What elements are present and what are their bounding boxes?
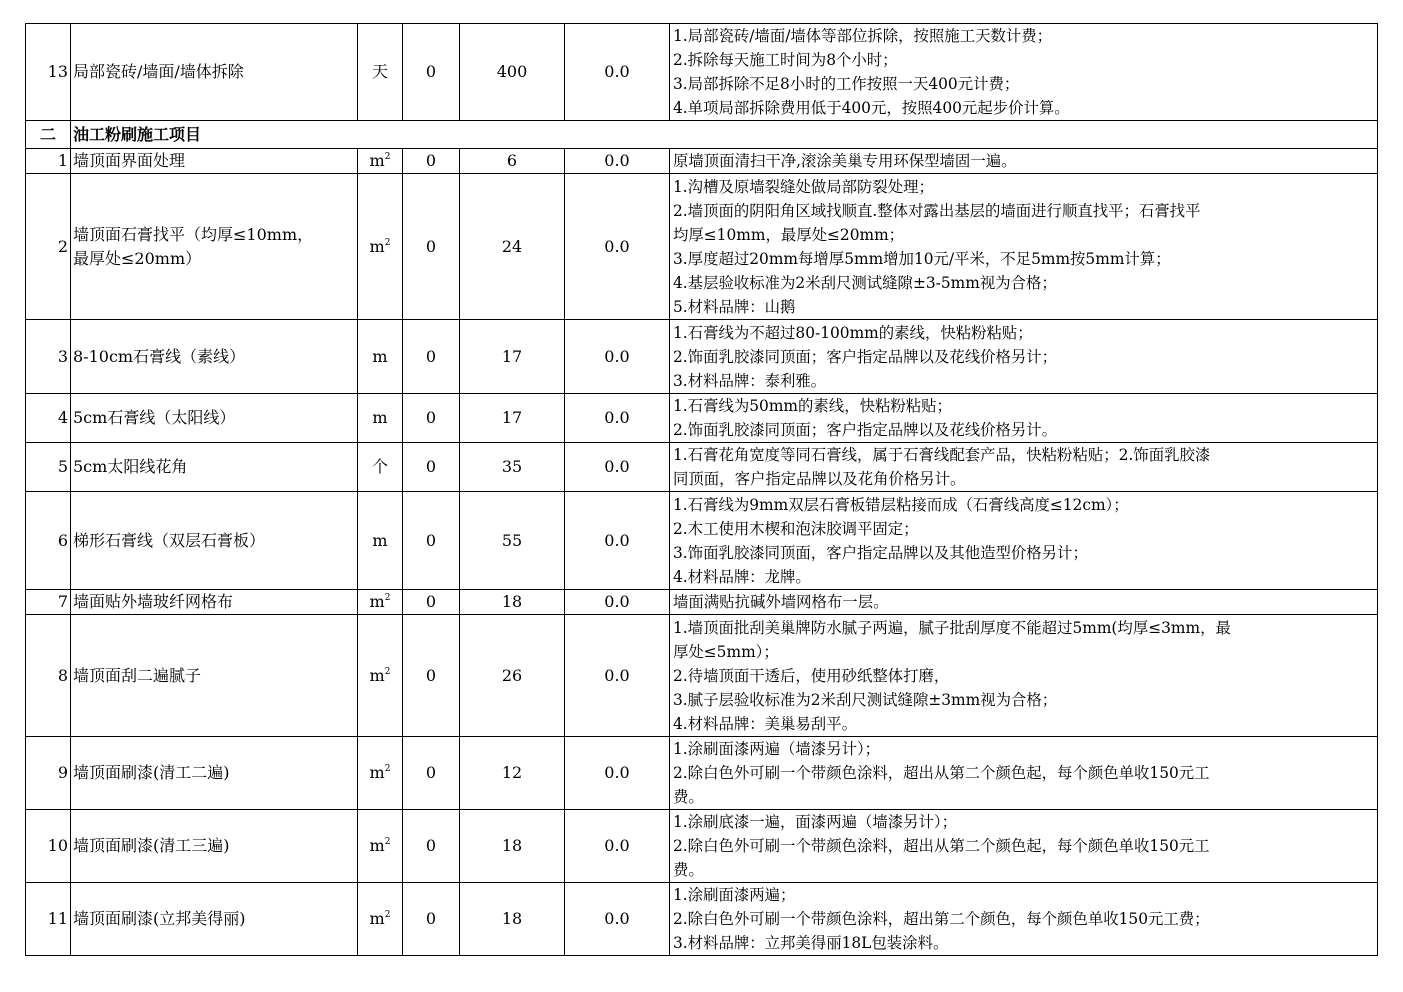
item-name	[71, 149, 358, 174]
description-line: 均厚≤10mm，最厚处≤20mm；	[673, 225, 905, 244]
item-quantity: 0	[403, 492, 460, 590]
item-number: 2	[26, 174, 71, 320]
section-title: 油工粉刷施工项目	[71, 121, 1378, 149]
unit-text: 天	[371, 62, 388, 81]
item-unit	[358, 737, 403, 810]
item-description	[670, 492, 1378, 590]
item-name-line: 局部瓷砖/墙面/墙体拆除	[73, 62, 244, 81]
item-number: 7	[26, 590, 71, 615]
unit-text: m	[372, 530, 388, 550]
item-total: 0.0	[565, 492, 670, 590]
item-quantity: 0	[403, 394, 460, 443]
description-line: 1.墙顶面批刮美巢牌防水腻子两遍，腻子批刮厚度不能超过5mm(均厚≤3mm，最	[673, 618, 1231, 637]
item-total: 0.0	[565, 615, 670, 737]
item-name-line: 墙顶面刷漆(清工三遍)	[73, 836, 230, 855]
description-line: 3.腻子层验收标准为2米刮尺测试缝隙±3mm视为合格；	[673, 690, 1058, 709]
item-name	[71, 320, 358, 394]
item-name	[71, 590, 358, 615]
item-number: 6	[26, 492, 71, 590]
unit-superscript: 2	[384, 764, 391, 774]
unit-superscript: 2	[384, 910, 391, 920]
item-name	[71, 883, 358, 956]
item-name	[71, 443, 358, 492]
item-unit-price: 55	[460, 492, 565, 590]
table-row	[26, 394, 1378, 443]
item-quantity: 0	[403, 737, 460, 810]
item-unit	[358, 394, 403, 443]
description-line: 原墙顶面清扫干净,滚涂美巢专用环保型墙固一遍。	[673, 152, 1017, 170]
description-line: 3.材料品牌：泰利雅。	[673, 371, 827, 390]
item-number: 11	[26, 883, 71, 956]
item-unit	[358, 320, 403, 394]
item-total: 0.0	[565, 320, 670, 394]
item-name-line: 墙顶面刷漆(立邦美得丽)	[73, 909, 246, 928]
item-description	[670, 590, 1378, 615]
item-unit	[358, 615, 403, 737]
item-name	[71, 492, 358, 590]
description-line: 厚处≤5mm）；	[673, 642, 779, 661]
description-line: 4.单项局部拆除费用低于400元，按照400元起步价计算。	[673, 99, 1070, 117]
item-description	[670, 810, 1378, 883]
item-unit-price: 26	[460, 615, 565, 737]
section-row	[26, 121, 1378, 149]
table-row	[26, 492, 1378, 590]
unit-text: m	[372, 346, 388, 366]
unit-text: m	[369, 151, 385, 170]
item-quantity: 0	[403, 24, 460, 121]
description-line: 1.涂刷面漆两遍（墙漆另计）；	[673, 740, 881, 758]
item-unit	[358, 590, 403, 615]
item-name	[71, 737, 358, 810]
item-number: 1	[26, 149, 71, 174]
item-quantity: 0	[403, 590, 460, 615]
item-total: 0.0	[565, 174, 670, 320]
item-unit	[358, 174, 403, 320]
item-quantity: 0	[403, 174, 460, 320]
item-total: 0.0	[565, 24, 670, 121]
quote-table	[25, 23, 1378, 956]
item-name	[71, 174, 358, 320]
item-unit-price: 6	[460, 149, 565, 174]
unit-text: m	[369, 763, 385, 782]
item-quantity: 0	[403, 615, 460, 737]
item-unit-price: 17	[460, 320, 565, 394]
item-unit-price: 18	[460, 810, 565, 883]
item-unit-price: 12	[460, 737, 565, 810]
description-line: 同顶面，客户指定品牌以及花角价格另计。	[673, 470, 966, 488]
table-body	[26, 24, 1378, 956]
description-line: 2.饰面乳胶漆同顶面；客户指定品牌以及花线价格另计；	[673, 347, 1058, 366]
item-name-line: 8-10cm石膏线（素线）	[73, 346, 246, 366]
description-line: 4.基层验收标准为2米刮尺测试缝隙±3-5mm视为合格；	[673, 273, 1057, 292]
item-total: 0.0	[565, 883, 670, 956]
description-line: 2.除白色外可刷一个带颜色涂料，超出从第二个颜色起，每个颜色单收150元工	[673, 764, 1210, 782]
description-line: 2.除白色外可刷一个带颜色涂料，超出第二个颜色，每个颜色单收150元工费；	[673, 910, 1210, 928]
item-total: 0.0	[565, 149, 670, 174]
item-number: 3	[26, 320, 71, 394]
description-line: 4.材料品牌：龙牌。	[673, 567, 811, 586]
table-row	[26, 149, 1378, 174]
item-quantity: 0	[403, 149, 460, 174]
item-total: 0.0	[565, 737, 670, 810]
item-unit	[358, 443, 403, 492]
item-unit	[358, 149, 403, 174]
item-name-line: 5cm石膏线（太阳线）	[73, 408, 236, 427]
item-name	[71, 394, 358, 443]
item-name	[71, 24, 358, 121]
item-name-line: 5cm太阳线花角	[73, 457, 188, 476]
table-row	[26, 24, 1378, 121]
item-description	[670, 24, 1378, 121]
item-unit-price: 400	[460, 24, 565, 121]
item-unit	[358, 24, 403, 121]
item-number: 10	[26, 810, 71, 883]
description-line: 1.石膏线为9mm双层石膏板错层粘接而成（石膏线高度≤12cm）；	[673, 495, 1129, 514]
item-number: 4	[26, 394, 71, 443]
item-name-line: 墙顶面界面处理	[73, 151, 186, 170]
description-line: 3.饰面乳胶漆同顶面，客户指定品牌以及其他造型价格另计；	[673, 543, 1088, 562]
unit-text: m	[369, 836, 385, 855]
unit-superscript: 2	[384, 237, 391, 248]
item-description	[670, 615, 1378, 737]
item-description	[670, 149, 1378, 174]
description-line: 3.厚度超过20mm每增厚5mm增加10元/平米，不足5mm按5mm计算；	[673, 249, 1171, 268]
table-row	[26, 443, 1378, 492]
item-name-line: 墙面贴外墙玻纤网格布	[73, 592, 234, 611]
item-quantity: 0	[403, 320, 460, 394]
table-row	[26, 174, 1378, 320]
item-unit	[358, 492, 403, 590]
item-unit	[358, 883, 403, 956]
unit-superscript: 2	[384, 152, 391, 162]
table-row	[26, 615, 1378, 737]
item-total: 0.0	[565, 590, 670, 615]
item-quantity: 0	[403, 883, 460, 956]
description-line: 费。	[673, 788, 704, 806]
table-row	[26, 737, 1378, 810]
item-unit-price: 17	[460, 394, 565, 443]
item-quantity: 0	[403, 810, 460, 883]
description-line: 2.墙顶面的阴阳角区域找顺直.整体对露出基层的墙面进行顺直找平；石膏找平	[673, 201, 1201, 220]
table-row	[26, 810, 1378, 883]
item-number: 13	[26, 24, 71, 121]
item-description	[670, 737, 1378, 810]
unit-text: m	[369, 665, 385, 685]
item-name-line: 墙顶面刷漆(清工二遍)	[73, 763, 230, 782]
unit-text: m	[372, 408, 388, 427]
section-number: 二	[26, 121, 71, 149]
item-description	[670, 320, 1378, 394]
description-line: 1.涂刷面漆两遍；	[673, 886, 796, 904]
description-line: 5.材料品牌：山鹅	[673, 297, 796, 316]
description-line: 1.涂刷底漆一遍，面漆两遍（墙漆另计）；	[673, 813, 958, 831]
item-description	[670, 443, 1378, 492]
item-name-line: 墙顶面刮二遍腻子	[73, 665, 202, 685]
item-name	[71, 615, 358, 737]
item-number: 5	[26, 443, 71, 492]
description-line: 2.待墙顶面干透后，使用砂纸整体打磨，	[673, 666, 950, 685]
unit-superscript: 2	[384, 593, 391, 603]
item-total: 0.0	[565, 810, 670, 883]
item-description	[670, 883, 1378, 956]
item-unit-price: 24	[460, 174, 565, 320]
description-line: 1.石膏线为50mm的素线，快粘粉粘贴；	[673, 397, 952, 415]
description-line: 1.石膏线为不超过80-100mm的素线，快粘粉粘贴；	[673, 323, 1033, 342]
description-line: 4.材料品牌：美巢易刮平。	[673, 714, 857, 733]
item-unit-price: 18	[460, 590, 565, 615]
item-number: 9	[26, 737, 71, 810]
description-line: 2.木工使用木楔和泡沫胶调平固定；	[673, 519, 919, 538]
description-line: 3.局部拆除不足8小时的工作按照一天400元计费；	[673, 75, 1020, 93]
description-line: 2.拆除每天施工时间为8个小时；	[673, 51, 898, 69]
item-name-line: 最厚处≤20mm）	[73, 248, 202, 268]
item-name	[71, 810, 358, 883]
item-unit	[358, 810, 403, 883]
item-description	[670, 394, 1378, 443]
table-row	[26, 590, 1378, 615]
unit-text: 个	[371, 457, 388, 476]
item-number: 8	[26, 615, 71, 737]
unit-text: m	[369, 236, 385, 256]
table-row	[26, 320, 1378, 394]
description-line: 1.沟槽及原墙裂缝处做局部防裂处理；	[673, 177, 934, 196]
description-line: 1.局部瓷砖/墙面/墙体等部位拆除，按照施工天数计费；	[673, 27, 1053, 45]
item-unit-price: 35	[460, 443, 565, 492]
unit-superscript: 2	[384, 837, 391, 847]
description-line: 墙面满贴抗碱外墙网格布一层。	[673, 593, 889, 611]
item-quantity: 0	[403, 443, 460, 492]
item-name-line: 墙顶面石膏找平（均厚≤10mm，	[73, 224, 314, 244]
item-name-line: 梯形石膏线（双层石膏板）	[73, 530, 266, 550]
description-line: 2.除白色外可刷一个带颜色涂料，超出从第二个颜色起，每个颜色单收150元工	[673, 837, 1210, 855]
description-line: 1.石膏花角宽度等同石膏线，属于石膏线配套产品，快粘粉粘贴；2.饰面乳胶漆	[673, 446, 1211, 464]
item-unit-price: 18	[460, 883, 565, 956]
item-description	[670, 174, 1378, 320]
description-line: 2.饰面乳胶漆同顶面；客户指定品牌以及花线价格另计。	[673, 421, 1058, 439]
description-line: 费。	[673, 861, 704, 879]
unit-superscript: 2	[384, 666, 391, 677]
unit-text: m	[369, 592, 385, 611]
item-total: 0.0	[565, 394, 670, 443]
unit-text: m	[369, 909, 385, 928]
table-row	[26, 883, 1378, 956]
description-line: 3.材料品牌：立邦美得丽18L包装涂料。	[673, 934, 949, 952]
item-total: 0.0	[565, 443, 670, 492]
